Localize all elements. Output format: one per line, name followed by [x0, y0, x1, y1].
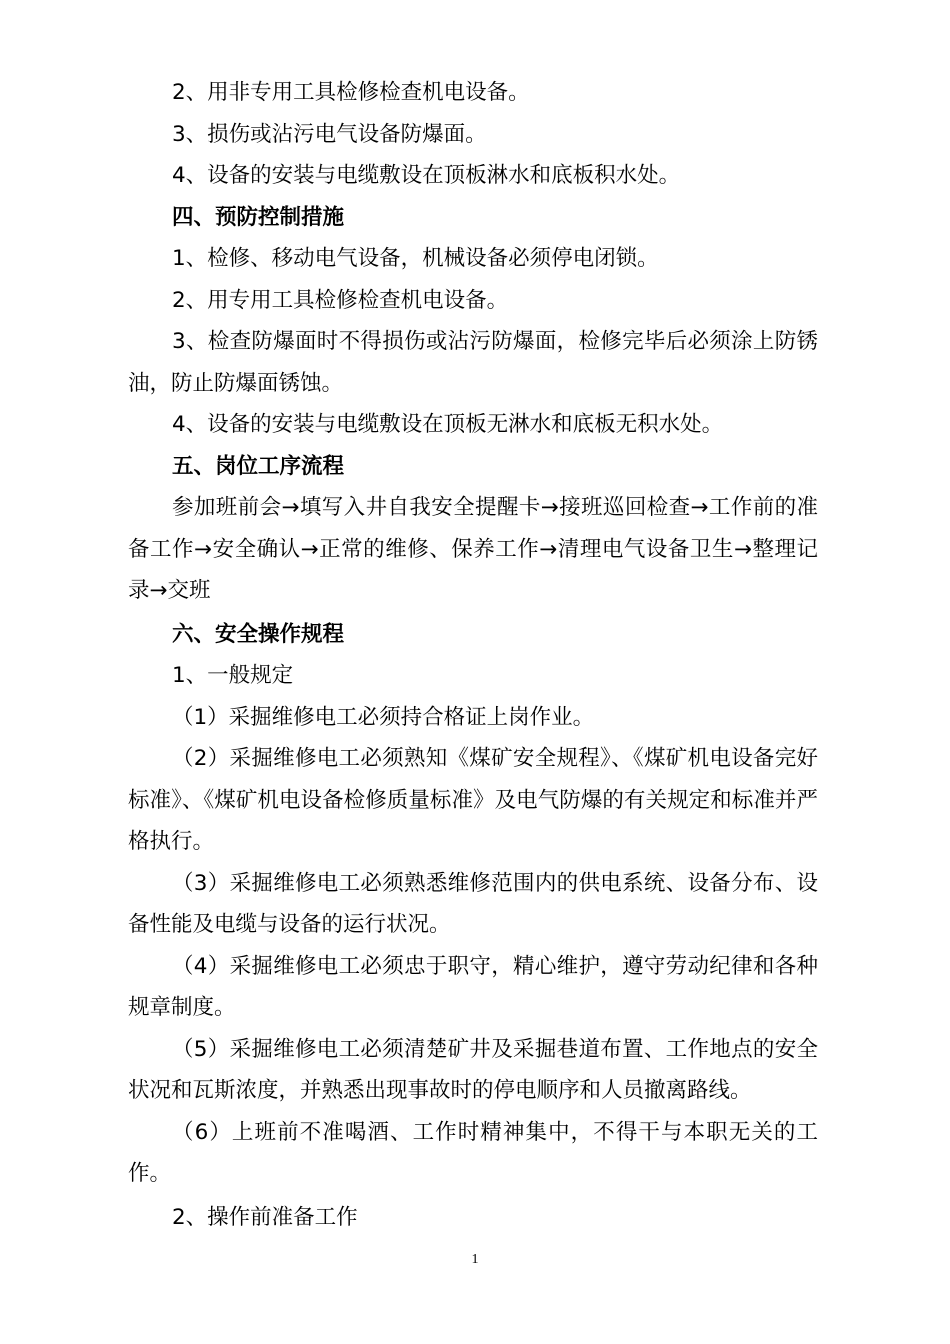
paragraph: （6）上班前不准喝酒、工作时精神集中，不得干与本职无关的工作。 [128, 1119, 818, 1186]
paragraph: （3）采掘维修电工必须熟悉维修范围内的供电系统、设备分布、设备性能及电缆与设备的运行状况。 [128, 870, 818, 937]
page-number: 1 [471, 1252, 479, 1267]
paragraph: （4）采掘维修电工必须忠于职守，精心维护，遵守劳动纪律和各种规章制度。 [128, 953, 818, 1020]
paragraph: 3、检查防爆面时不得损伤或沾污防爆面，检修完毕后必须涂上防锈油，防止防爆面锈蚀。 [128, 329, 818, 396]
paragraph: 2、用专用工具检修检查机电设备。 [172, 287, 509, 313]
paragraph: 4、设备的安装与电缆敷设在顶板无淋水和底板无积水处。 [172, 412, 724, 437]
paragraph: 4、设备的安装与电缆敷设在顶板淋水和底板积水处。 [172, 163, 681, 188]
subsection-heading: 1、一般规定 [172, 663, 294, 688]
paragraph: （5）采掘维修电工必须清楚矿井及采掘巷道布置、工作地点的安全状况和瓦斯浓度，并熟悉出现事故时的停电顺序和人员撤离路线。 [128, 1036, 818, 1103]
subsection-heading: 2、操作前准备工作 [172, 1204, 358, 1230]
section-heading: 六、安全操作规程 [172, 621, 345, 647]
paragraph: 1、检修、移动电气设备，机械设备必须停电闭锁。 [172, 246, 659, 271]
document-body [128, 72, 818, 1238]
paragraph: 3、损伤或沾污电气设备防爆面。 [172, 121, 487, 147]
section-heading: 四、预防控制措施 [172, 204, 345, 230]
paragraph: （2）采掘维修电工必须熟知《煤矿安全规程》、《煤矿机电设备完好标准》、《煤矿机电设备检修质量标准》及电气防爆的有关规定和标准并严格执行。 [128, 746, 818, 854]
paragraph: 2、用非专用工具检修检查机电设备。 [172, 80, 530, 105]
paragraph: 参加班前会→填写入井自我安全提醒卡→接班巡回检查→工作前的准备工作→安全确认→正常的维修、保养工作→清理电气设备卫生→整理记录→交班 [128, 495, 818, 603]
paragraph: （1）采掘维修电工必须持合格证上岗作业。 [172, 704, 595, 730]
section-heading: 五、岗位工序流程 [172, 453, 345, 479]
